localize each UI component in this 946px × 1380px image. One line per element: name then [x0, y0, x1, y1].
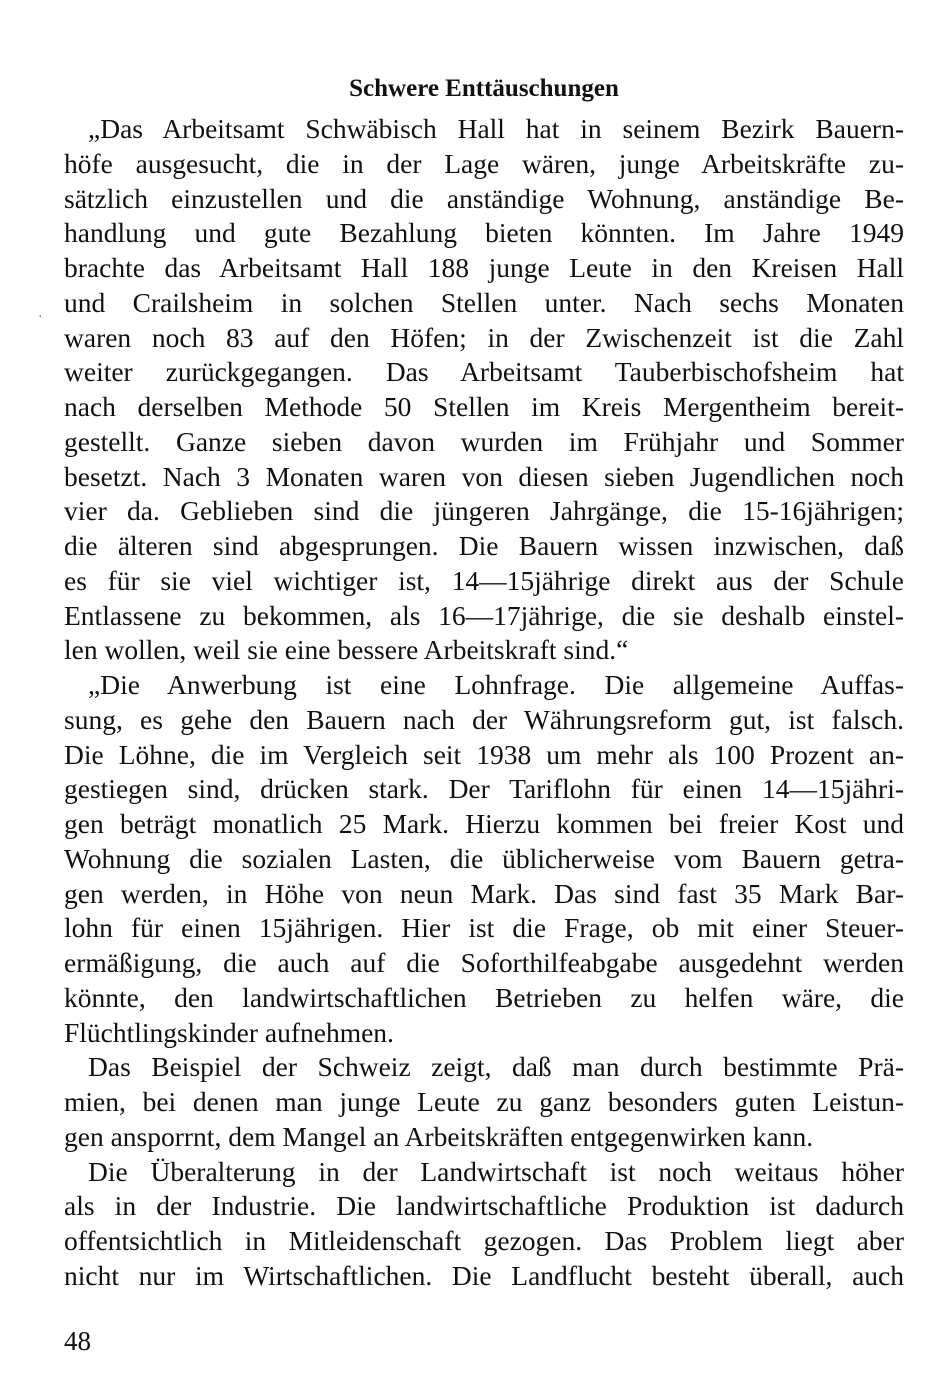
- text-line: höfe ausgesucht, die in der Lage wären, junge Arbeitskräfte zu-: [64, 147, 904, 179]
- text-line: könnte, den landwirtschaftlichen Betrieben zu helfen wäre, die: [64, 981, 904, 1013]
- text-line: Flüchtlingskinder aufnehmen.: [64, 1016, 394, 1048]
- text-line: es für sie viel wichtiger ist, 14—15jährige direkt aus der Schule: [64, 564, 904, 596]
- text-line: sung, es gehe den Bauern nach der Währungsreform gut, ist falsch.: [64, 703, 904, 735]
- text-line: len wollen, weil sie eine bessere Arbeitskraft sind.“: [64, 634, 629, 666]
- text-line: und Crailsheim in solchen Stellen unter. Nach sechs Monaten: [64, 286, 904, 318]
- text-line: „Die Anwerbung ist eine Lohnfrage. Die allgemeine Auffas-: [88, 669, 904, 700]
- text-line: Die Löhne, die im Vergleich seit 1938 um mehr als 100 Prozent an-: [64, 738, 904, 770]
- text-line: mien, bei denen man junge Leute zu ganz besonders guten Leistun-: [64, 1086, 904, 1117]
- text-line: lohn für einen 15jährigen. Hier ist die Frage, ob mit einer Steuer-: [64, 912, 904, 944]
- text-line: sätzlich einzustellen und die anständige Wohnung, anständige Be-: [64, 182, 904, 214]
- text-line: weiter zurückgegangen. Das Arbeitsamt Tauberbischofsheim hat: [64, 356, 904, 388]
- text-line: vier da. Geblieben sind die jüngeren Jahrgänge, die 15-16jährigen;: [64, 495, 904, 527]
- text-line: als in der Industrie. Die landwirtschaftliche Produktion ist dadurch: [64, 1190, 904, 1222]
- text-line: ermäßigung, die auch auf die Soforthilfeabgabe ausgedehnt werden: [64, 947, 904, 978]
- text-line: Entlassene zu bekommen, als 16—17jährige, die sie deshalb einstel-: [64, 599, 904, 631]
- text-line: gestellt. Ganze sieben davon wurden im Frühjahr und Sommer: [64, 425, 904, 457]
- text-line: Die Überalterung in der Landwirtschaft ist noch weitaus höher: [88, 1155, 904, 1187]
- margin-speck: ·: [38, 310, 43, 325]
- text-line: „Das Arbeitsamt Schwäbisch Hall hat in seinem Bezirk Bauern-: [88, 113, 904, 144]
- text-line: besetzt. Nach 3 Monaten waren von diesen sieben Jugendlichen noch: [64, 460, 904, 492]
- body-text: [64, 112, 904, 1294]
- text-line: die älteren sind abgesprungen. Die Bauern wissen inzwischen, daß: [64, 530, 904, 561]
- text-line: nach derselben Methode 50 Stellen im Kreis Mergentheim bereit-: [64, 391, 904, 422]
- page-number: 48: [64, 1326, 91, 1356]
- text-line: gen ansporrnt, dem Mangel an Arbeitskräften entgegenwirken kann.: [64, 1120, 814, 1152]
- text-line: gen beträgt monatlich 25 Mark. Hierzu kommen bei freier Kost und: [64, 808, 904, 839]
- text-line: waren noch 83 auf den Höfen; in der Zwischenzeit ist die Zahl: [64, 321, 904, 353]
- text-line: nicht nur im Wirtschaftlichen. Die Landflucht besteht überall, auch: [64, 1259, 904, 1291]
- text-line: gen werden, in Höhe von neun Mark. Das sind fast 35 Mark Bar-: [64, 877, 904, 909]
- text-line: Wohnung die sozialen Lasten, die üblicherweise vom Bauern getra-: [64, 842, 904, 874]
- text-line: Das Beispiel der Schweiz zeigt, daß man durch bestimmte Prä-: [88, 1051, 904, 1083]
- text-line: handlung und gute Bezahlung bieten könnten. Im Jahre 1949: [64, 217, 904, 249]
- text-line: brachte das Arbeitsamt Hall 188 junge Leute in den Kreisen Hall: [64, 252, 904, 283]
- text-line: gestiegen sind, drücken stark. Der Tariflohn für einen 14—15jähri-: [64, 773, 904, 805]
- text-line: offentsichtlich in Mitleidenschaft gezogen. Das Problem liegt aber: [64, 1225, 904, 1256]
- section-heading: Schwere Enttäuschungen: [349, 75, 619, 102]
